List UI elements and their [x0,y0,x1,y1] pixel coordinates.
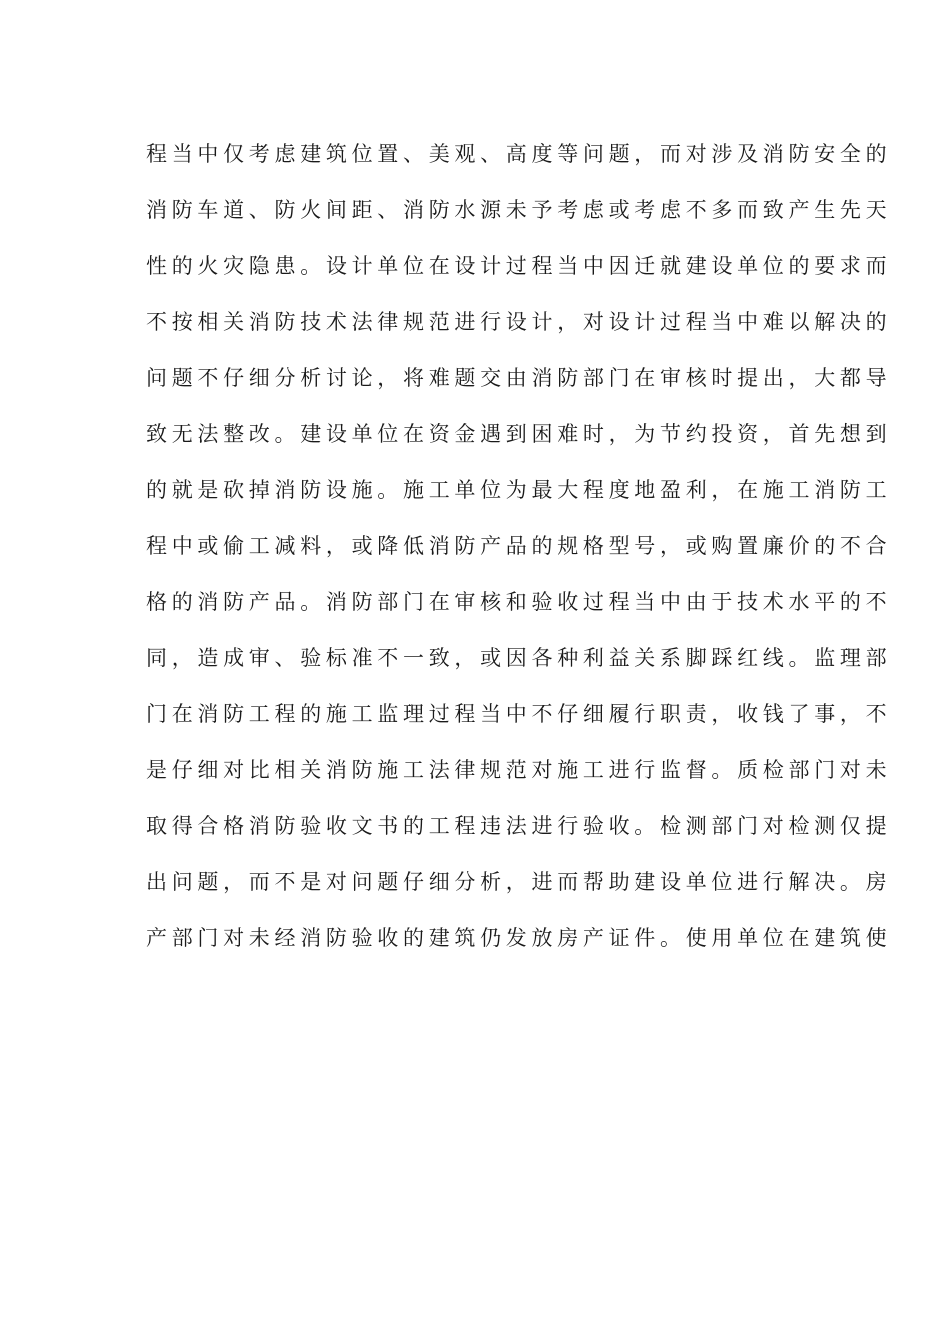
text-line: 程中或偷工减料，或降低消防产品的规格型号，或购置廉价的不合 [146,534,892,558]
body-text [146,136,892,976]
text-line: 门在消防工程的施工监理过程当中不仔细履行职责，收钱了事，不 [146,702,892,726]
text-line: 消防车道、防火间距、消防水源未予考虑或考虑不多而致产生先天 [146,198,892,222]
text-line: 性的火灾隐患。设计单位在设计过程当中因迁就建设单位的要求而 [146,254,892,278]
text-line: 取得合格消防验收文书的工程违法进行验收。检测部门对检测仅提 [146,814,892,838]
text-line: 问题不仔细分析讨论，将难题交由消防部门在审核时提出，大都导 [146,366,892,390]
text-line: 格的消防产品。消防部门在审核和验收过程当中由于技术水平的不 [146,590,892,614]
text-line: 是仔细对比相关消防施工法律规范对施工进行监督。质检部门对未 [146,758,892,782]
text-line: 同，造成审、验标准不一致，或因各种利益关系脚踩红线。监理部 [146,646,892,670]
text-line: 产部门对未经消防验收的建筑仍发放房产证件。使用单位在建筑使 [146,926,892,950]
text-line: 的就是砍掉消防设施。施工单位为最大程度地盈利，在施工消防工 [146,478,892,502]
text-line: 出问题，而不是对问题仔细分析，进而帮助建设单位进行解决。房 [146,870,892,894]
text-line: 致无法整改。建设单位在资金遇到困难时，为节约投资，首先想到 [146,422,892,446]
text-line: 程当中仅考虑建筑位置、美观、高度等问题，而对涉及消防安全的 [146,142,892,166]
text-line: 不按相关消防技术法律规范进行设计，对设计过程当中难以解决的 [146,310,892,334]
